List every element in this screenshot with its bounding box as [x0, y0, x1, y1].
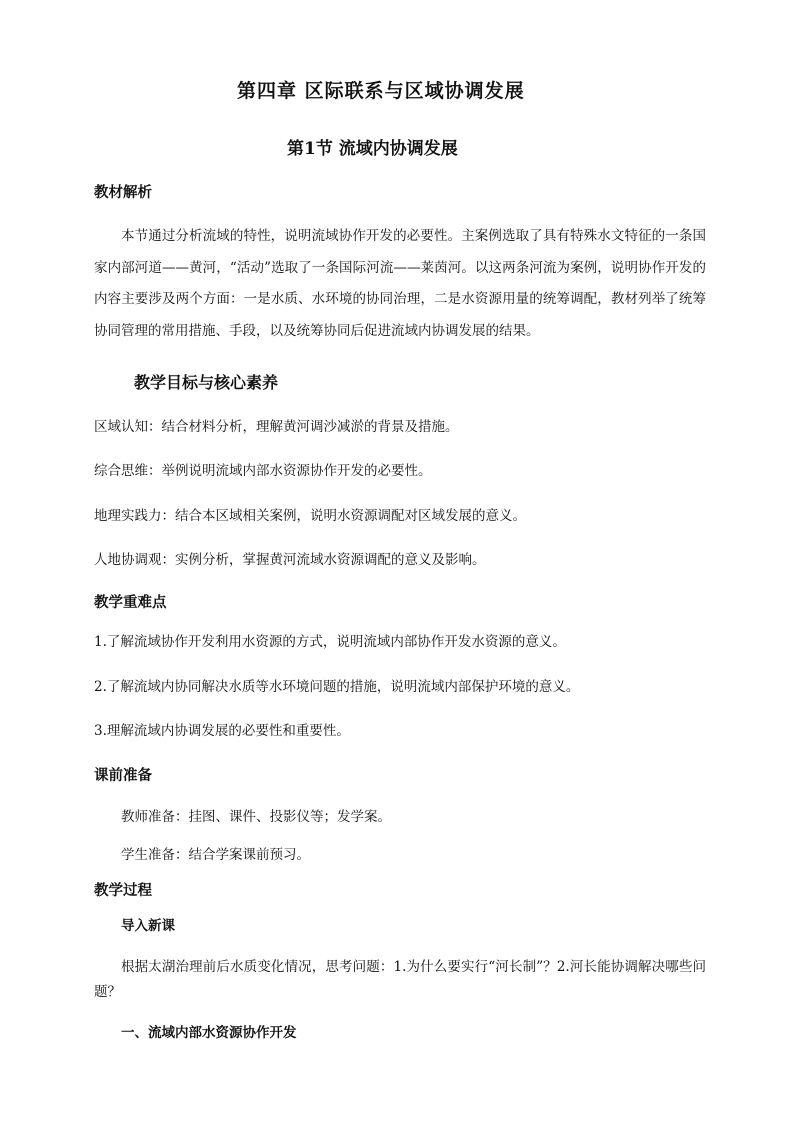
keypoint-item: 2.了解流域内协同解决水质等水环境问题的措施，说明流域内部保护环境的意义。: [94, 679, 580, 695]
goal-item: 人地协调观：实例分析，掌握黄河流域水资源调配的意义及影响。: [94, 552, 486, 568]
goal-item: 地理实践力：结合本区域相关案例，说明水资源调配对区域发展的意义。: [94, 508, 526, 524]
analysis-heading: 教材解析: [94, 184, 152, 201]
goal-item: 综合思维：举例说明流域内部水资源协作开发的必要性。: [94, 463, 432, 479]
goal-item: 区域认知：结合材料分析，理解黄河调沙减淤的背景及措施。: [94, 419, 459, 435]
part1-heading: 一、流域内部水资源协作开发: [121, 1025, 297, 1041]
intro-heading: 导入新课: [121, 918, 175, 934]
process-heading: 教学过程: [94, 882, 152, 899]
analysis-paragraph: 本节通过分析流域的特性，说明流域协作开发的必要性。主案例选取了具有特殊水文特征的一条国家内部河道——黄河，“活动”选取了一条国际河流——莱茵河。以这两条河流为案例，说明协作开发的内容主要涉及两个方面：一是水质、水环境的协同治理，二是水资源用量的统筹调配，教材列举了统筹协同管理的常用措施、手段，以及统筹协同后促进流域内协调发展的结果。: [94, 228, 706, 339]
prep-item: 教师准备：挂图、课件、投影仪等；发学案。: [121, 809, 391, 825]
prep-heading: 课前准备: [94, 767, 152, 784]
keypoint-item: 1.了解流域协作开发利用水资源的方式，说明流域内部协作开发水资源的意义。: [94, 634, 566, 650]
chapter-title: 第四章 区际联系与区域协调发展: [237, 80, 525, 102]
goals-heading: 教学目标与核心素养: [134, 373, 279, 392]
prep-item: 学生准备：结合学案课前预习。: [121, 847, 310, 863]
keypoints-heading: 教学重难点: [94, 594, 167, 611]
keypoint-item: 3.理解流域内协调发展的必要性和重要性。: [94, 723, 350, 739]
section-title: 第1节 流域内协调发展: [287, 139, 458, 159]
intro-paragraph: 根据太湖治理前后水质变化情况，思考问题：1.为什么要实行“河长制”？2.河长能协调解决哪些问题？: [94, 959, 706, 1000]
